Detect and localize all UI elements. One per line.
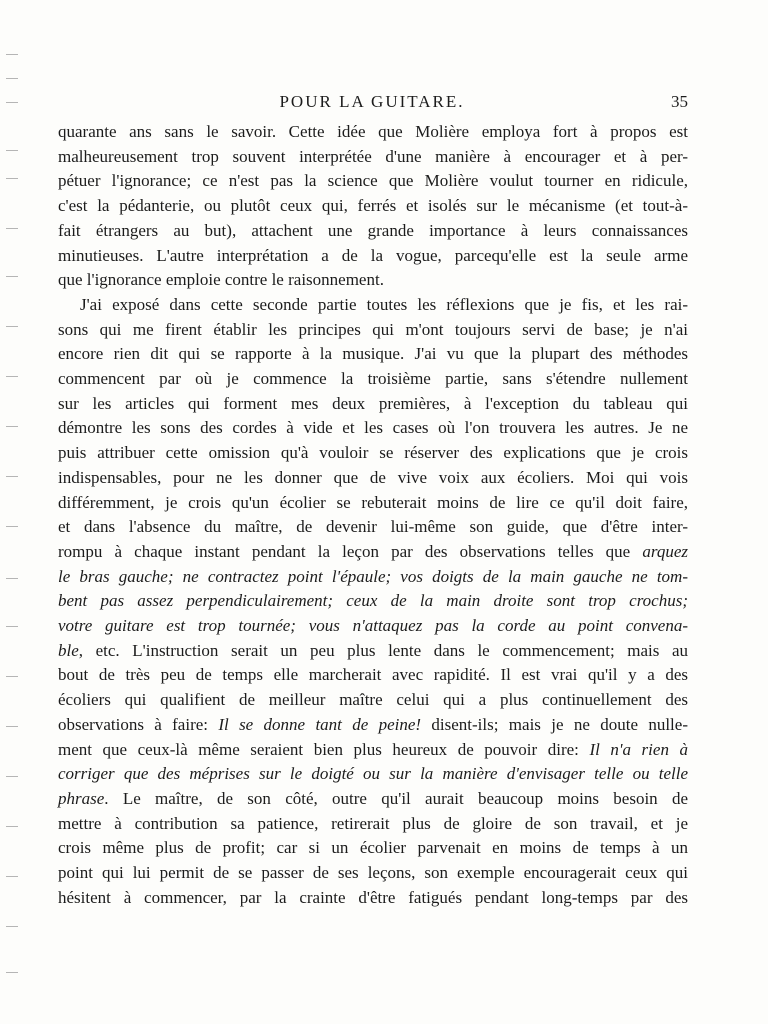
line-segment: puis attribuer cette omission qu'à vouloir se réserver des explications que je crois — [58, 443, 688, 463]
line-segment: démontre les sons des cordes à vide et les cases où l'on trouvera les autres. Je ne — [58, 418, 688, 438]
body-text — [58, 120, 688, 911]
line-segment: J'ai exposé dans cette seconde partie toutes les réflexions que je fis, et les rai- — [80, 294, 688, 314]
line-segment: encore rien dit qui se rapporte à la musique. J'ai vu que la plupart des méthodes — [58, 344, 688, 364]
line-segment: disent-ils; mais je ne doute nulle- — [421, 714, 688, 734]
text-line — [58, 565, 688, 590]
text-line — [58, 540, 688, 565]
text-line — [58, 268, 688, 293]
running-head — [56, 92, 688, 116]
line-segment: indispensables, pour ne les donner que de vive voix aux écoliers. Moi qui vois — [58, 467, 688, 487]
text-line — [58, 244, 688, 269]
line-segment: , etc. L'instruction serait un peu plus lente dans le commencement; mais au — [78, 640, 688, 660]
text-line — [58, 466, 688, 491]
text-line — [58, 836, 688, 861]
line-segment: malheureusement trop souvent interprétée d'une manière à encourager et à per- — [58, 146, 688, 166]
text-line — [58, 886, 688, 911]
text-line — [58, 318, 688, 343]
line-segment: ment que ceux-là même seraient bien plus heureux de pouvoir dire: — [58, 739, 590, 759]
text-line — [58, 515, 688, 540]
italic-phrase: votre guitare est trop tournée; vous n'attaquez pas la corde au point convena- — [58, 616, 688, 636]
italic-phrase: corriger que des méprises sur le doigté ou sur la manière d'envisager telle ou telle — [58, 764, 688, 784]
text-line — [58, 169, 688, 194]
line-segment: c'est la pédanterie, ou plutôt ceux qui, ferrés et isolés sur le mécanisme (et tout-à- — [58, 196, 688, 216]
line-segment: crois même plus de profit; car si un écolier parvenait en moins de temps à un — [58, 838, 688, 858]
text-line — [58, 639, 688, 664]
text-line — [58, 688, 688, 713]
text-line — [58, 145, 688, 170]
text-line — [58, 293, 688, 318]
text-line — [58, 762, 688, 787]
line-segment: différemment, je crois qu'un écolier se rebuterait moins de lire ce qu'il doit faire, — [58, 492, 688, 512]
text-line — [58, 219, 688, 244]
text-line — [58, 663, 688, 688]
line-segment: fait étrangers au but), attachent une grande importance à leurs connaissances — [58, 220, 688, 240]
scan-margin-marks — [0, 0, 20, 1024]
line-segment: que l'ignorance emploie contre le raisonnement. — [58, 270, 384, 290]
running-title: POUR LA GUITARE. — [279, 92, 465, 111]
line-segment: quarante ans sans le savoir. Cette idée que Molière employa fort à propos est — [58, 122, 688, 141]
text-line — [58, 738, 688, 763]
line-segment: pétuer l'ignorance; ce n'est pas la science que Molière voulut tourner en ridicule, — [58, 171, 688, 191]
text-line — [58, 491, 688, 516]
italic-phrase: phrase — [58, 788, 105, 808]
line-segment: commencent par où je commence la troisième partie, sans s'étendre nullement — [58, 369, 688, 389]
text-line — [58, 392, 688, 417]
line-segment: rompu à chaque instant pendant la leçon par des observations telles que — [58, 541, 643, 561]
italic-phrase: arquez — [642, 541, 688, 561]
line-segment: mettre à contribution sa patience, retirerait plus de gloire de son travail, et je — [58, 813, 688, 833]
line-segment: sons qui me firent établir les principes qui m'ont toujours servi de base; je n'ai — [58, 319, 688, 339]
line-segment: hésitent à commencer, par la crainte d'être fatigués pendant long-temps par des — [58, 887, 688, 907]
italic-phrase: ble — [58, 640, 79, 660]
text-line — [58, 589, 688, 614]
text-line — [58, 120, 688, 145]
text-line — [58, 812, 688, 837]
italic-phrase: Il se donne tant de peine! — [218, 714, 422, 734]
line-segment: . Le maître, de son côté, outre qu'il aurait beaucoup moins besoin de — [104, 788, 688, 808]
italic-phrase: Il n'a rien à — [589, 739, 688, 759]
text-line — [58, 367, 688, 392]
line-segment: observations à faire: — [58, 714, 219, 734]
line-segment: minutieuses. L'autre interprétation a de la vogue, parcequ'elle est la seule arme — [58, 245, 688, 265]
text-line — [58, 342, 688, 367]
line-segment: et dans l'absence du maître, de devenir lui-même son guide, que d'être inter- — [58, 517, 688, 537]
text-line — [58, 614, 688, 639]
text-line — [58, 861, 688, 886]
line-segment: point qui lui permit de se passer de ses leçons, son exemple encouragerait ceux qui — [58, 863, 688, 883]
text-line — [58, 416, 688, 441]
italic-phrase: le bras gauche; ne contractez point l'épaule; vos doigts de la main gauche ne tom- — [58, 566, 688, 586]
line-segment: sur les articles qui forment mes deux premières, à l'exception du tableau qui — [58, 393, 688, 413]
italic-phrase: bent pas assez perpendiculairement; ceux de la main droite sont trop crochus; — [58, 591, 688, 611]
text-line — [58, 787, 688, 812]
text-line — [58, 441, 688, 466]
text-line — [58, 713, 688, 738]
line-segment: bout de très peu de temps elle marcherait avec rapidité. Il est vrai qu'il y a des — [58, 665, 688, 685]
text-line — [58, 194, 688, 219]
page-number: 35 — [671, 92, 688, 111]
line-segment: écoliers qui qualifient de meilleur maître celui qui a plus continuellement des — [58, 690, 688, 710]
